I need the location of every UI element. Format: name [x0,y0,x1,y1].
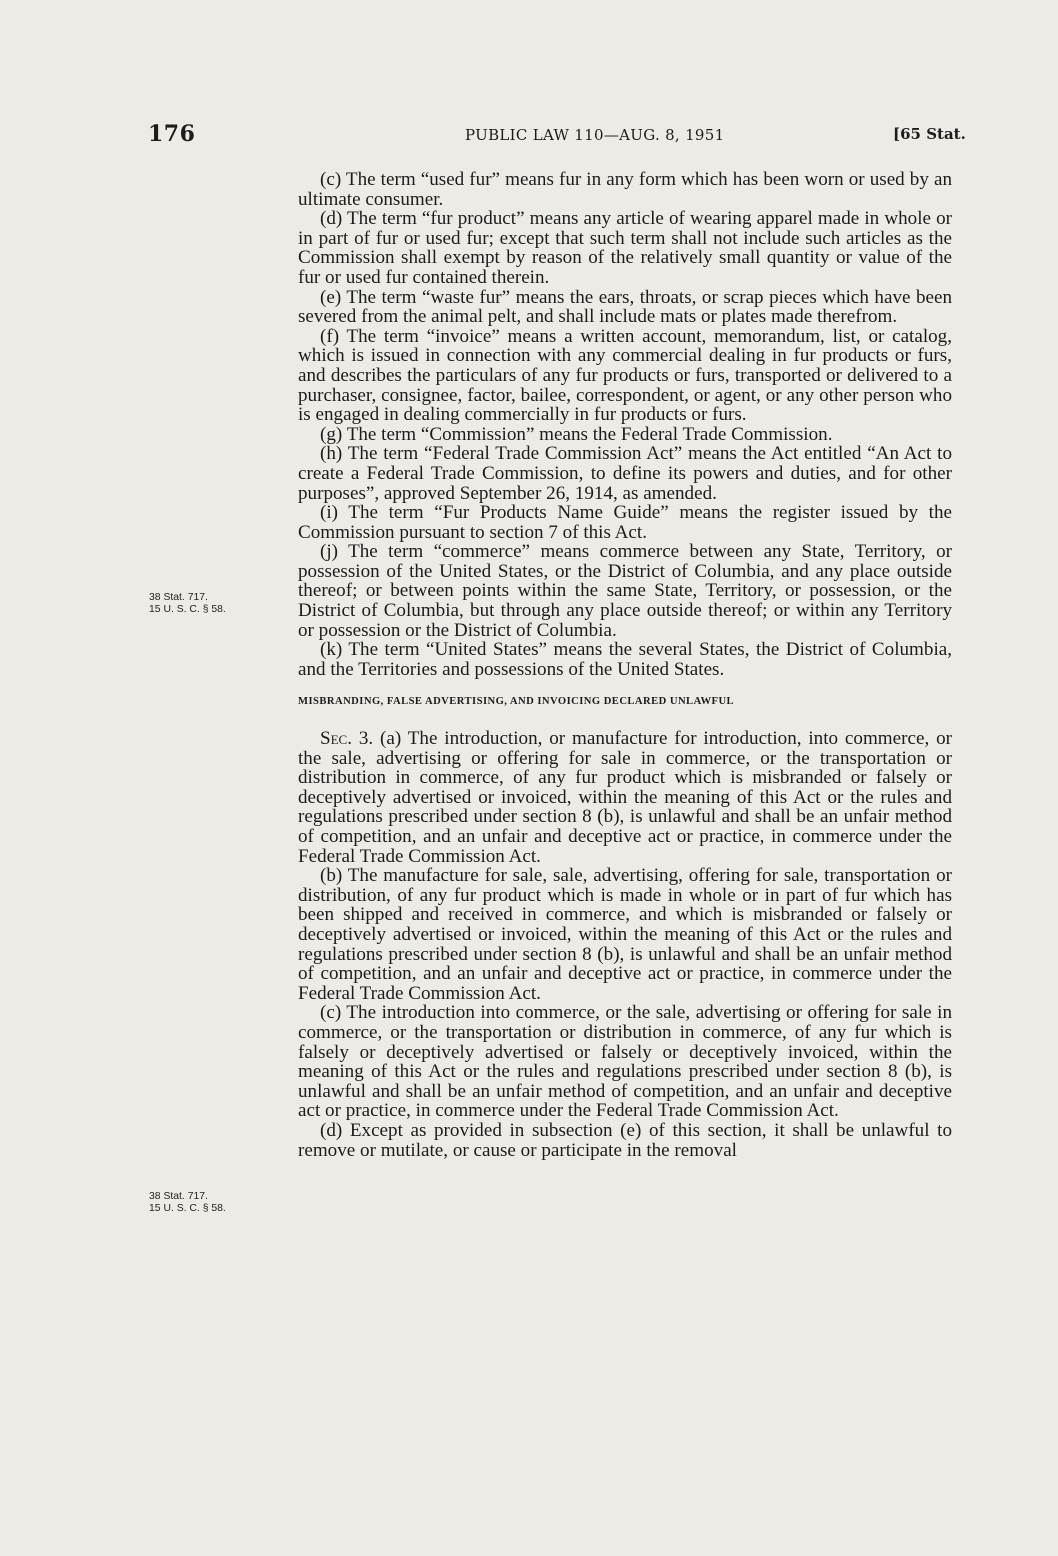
running-head: PUBLIC LAW 110—AUG. 8, 1951 [465,126,725,144]
section-3-paragraph-a-text: (a) The introduction, or manufacture for introduction, into commerce, or the sale, advertising or offering for sale in commerce, or the transportation or distribution in commerce, of any fur product which is misbranded or falsely or deceptively advertised or invoiced, within the meaning of this Act or the rules and regulations prescribed under section 8 (b), is unlawful and shall be an unfair method of competition, and an unfair and deceptive act or practice, in commerce under the Federal Trade Commission Act. [298,728,952,867]
volume-reference: [65 Stat. [893,125,966,143]
paragraph-i-name-guide: (i) The term “Fur Products Name Guide” means the register issued by the Commission pursuant to section 7 of this Act. [298,502,952,543]
section-3-paragraph-b: (b) The manufacture for sale, sale, advertising, offering for sale, transportation or distribution, of any fur product which is made in whole or in part of fur which has been shipped and received in commerce, and which is misbranded or falsely or deceptively advertised or invoiced, within the meaning of this Act or the rules and regulations prescribed under section 8 (b), is unlawful and shall be an unfair method of competition, and an unfair and deceptive act or practice, in commerce under the Federal Trade Commission Act. [298,865,952,1004]
paragraph-g-commission: (g) The term “Commission” means the Federal Trade Commission. [320,423,833,445]
margin-note-2-line1: 38 Stat. 717. [149,1191,208,1202]
section-3-paragraph-a [298,729,952,866]
body-text [298,170,952,1160]
margin-note-1-line1: 38 Stat. 717. [149,592,208,603]
paragraph-d-fur-product: (d) The term “fur product” means any article of wearing apparel made in whole or in part of fur or used fur; except that such term shall not include such articles as the Commission shall exempt by reason of the relatively small quantity or value of the fur or used fur contained therein. [298,208,952,288]
page-number: 176 [148,121,196,147]
section-3-paragraph-d: (d) Except as provided in subsection (e) of this section, it shall be unlawful to remove or mutilate, or cause or participate in the removal [298,1119,952,1161]
paragraph-c-used-fur: (c) The term “used fur” means fur in any form which has been worn or used by an ultimate consumer. [298,169,952,210]
margin-note-1 [149,592,226,616]
margin-note-2-line2: 15 U. S. C. § 58. [149,1203,226,1214]
margin-note-1-line2: 15 U. S. C. § 58. [149,604,226,615]
section-3-paragraph-c: (c) The introduction into commerce, or the sale, advertising or offering for sale in commerce, or the transportation or distribution in commerce, of any fur which is falsely or deceptively advertised or falsely or deceptively invoiced, within the meaning of this Act or the rules and regulations prescribed under section 8 (b), is unlawful and shall be an unfair method of competition, and an unfair and deceptive act or practice, in commerce under the Federal Trade Commission Act. [298,1002,952,1122]
paragraph-e-waste-fur: (e) The term “waste fur” means the ears, throats, or scrap pieces which have been severed from the animal pelt, and shall include mats or plates made therefrom. [298,286,952,328]
paragraph-f-invoice: (f) The term “invoice” means a written account, memorandum, list, or catalog, which is issued in connection with any commercial dealing in fur products or furs, and describes the particulars of any fur products or furs, transported or delivered to a purchaser, consignee, factor, bailee, correspondent, or agent, or any other person who is engaged in dealing commercially in fur products or furs. [298,325,952,426]
paragraph-k-united-states: (k) The term “United States” means the several States, the District of Columbia, and the Territories and possessions of the United States. [298,639,952,680]
section-3-label: Sec. 3. [320,728,374,750]
margin-note-2 [149,1191,226,1215]
paragraph-h-ftc-act: (h) The term “Federal Trade Commission Act” means the Act entitled “An Act to create a Federal Trade Commission, to define its powers and duties, and for other purposes”, approved September 26, 1914, as amended. [298,443,952,504]
section-heading: MISBRANDING, FALSE ADVERTISING, AND INVOICING DECLARED UNLAWFUL [298,696,735,708]
paragraph-j-commerce: (j) The term “commerce” means commerce between any State, Territory, or possession of the United States, or the District of Columbia, and any place outside thereof; or between points within the same State, Territory, or possession, or the District of Columbia, but through any place outside thereof; or within any Territory or possession or the District of Columbia. [298,541,952,641]
